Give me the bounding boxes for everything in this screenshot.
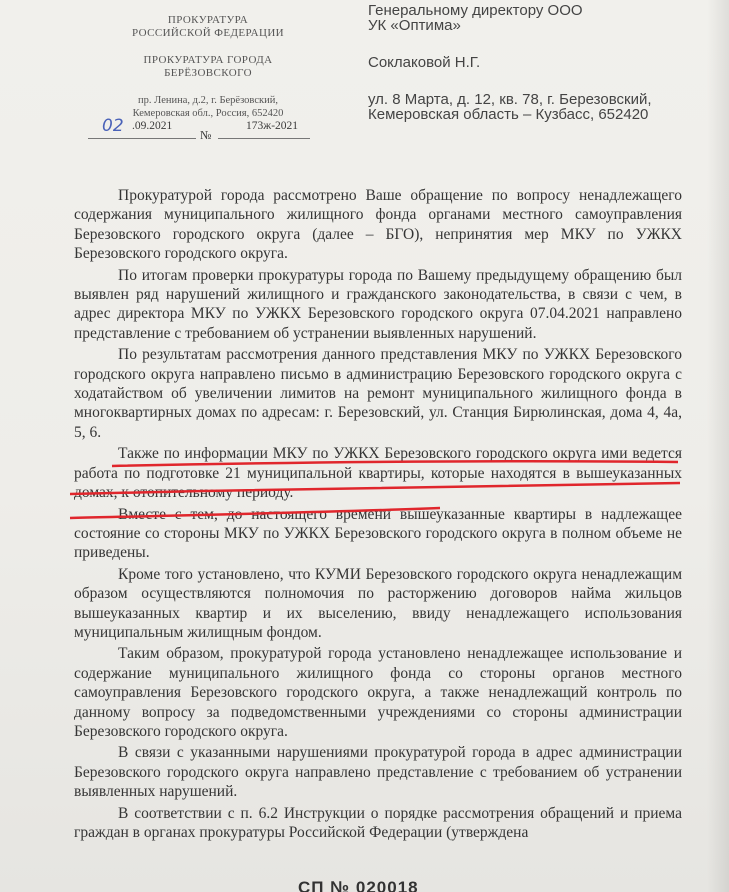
org-name-federal: ПРОКУРАТУРА РОССИЙСКОЙ ФЕДЕРАЦИИ (131, 14, 285, 39)
date-underline (88, 138, 196, 139)
document-number: 173ж-2021 (246, 120, 299, 132)
paragraph-9: В соответствии с п. 6.2 Инструкции о порядке рассмотрения обращений и приема граждан в органах прокуратуры Российской Федерации (утверждена (74, 804, 682, 841)
form-serial-number: СП № 020018 (298, 878, 419, 892)
paragraph-4-highlighted: Также по информации МКУ по УЖКХ Березовского городского округа ими ведется работа по подготовке 21 муниципальной квартиры, которые находятся в вышеуказанных домах, к отопительному периоду. (74, 445, 682, 502)
number-underline (218, 138, 310, 139)
addressee-address-2: Кемеровская область – Кузбасс, 652420 (368, 106, 649, 123)
sender-address: пр. Ленина, д.2, г. Берёзовский, Кемеровская обл., Россия, 652420 (132, 95, 284, 119)
addressee-address-1: ул. 8 Марта, д. 12, кв. 78, г. Березовский, (368, 91, 652, 108)
org-name-city: ПРОКУРАТУРА ГОРОДА БЕРЁЗОВСКОГО (143, 54, 273, 79)
addressee-block (368, 0, 708, 122)
paragraph-7: Таким образом, прокуратурой города установлено ненадлежащее использование и содержание муниципального жилищного фонда со стороны органов местного самоуправления Березовского городского округа, а также ненадлежащий контроль по данному вопросу за подведомственными учреждениями со стороны администрации Березовского городского округа. (74, 645, 682, 740)
letter-body (74, 186, 682, 844)
number-sign: № (200, 128, 212, 142)
sender-header (88, 14, 328, 120)
handwritten-day: 02 (102, 116, 124, 136)
date-printed: .09.2021 (132, 120, 173, 132)
paragraph-3: По результатам рассмотрения данного представления МКУ по УЖКХ Березовского городского округа направлено письмо в администрацию Березовского городского округа с ходатайством об увеличении лимитов на ремонт муниципального жилищного фонда в многоквартирных домах по адресам: г. Березовский, ул. Станция Бирюлинская, дома 4, 4а, 5, 6. (74, 346, 682, 441)
paragraph-8: В связи с указанными нарушениями прокуратурой города в адрес администрации Березовского городского округа направлено представление с требованием об устранении выявленных нарушений. (74, 744, 682, 801)
page-edge-shadow (707, 0, 729, 892)
addressee-title-1: Генеральному директору ООО (368, 2, 583, 19)
addressee-name: Соклаковой Н.Г. (368, 54, 481, 71)
paragraph-6: Кроме того установлено, что КУМИ Березовского городского округа ненадлежащим образом осуществляются полномочия по расторжению договоров найма жильцов вышеуказанных квартир и их выселению, ввиду ненадлежащего использования муниципальным жилищным фондом. (74, 565, 682, 641)
addressee-title-2: УК «Оптима» (368, 17, 461, 34)
paragraph-2: По итогам проверки прокуратуры города по Вашему предыдущему обращению был выявлен ряд нарушений жилищного и гражданского законодательства, в связи с чем, в адрес директора МКУ по УЖКХ Березовского городского округа 07.04.2021 направлено представление с требованием об устранении выявленных нарушений. (74, 266, 682, 342)
paragraph-5: Вместе с тем, до настоящего времени вышеуказанные квартиры в надлежащее состояние со стороны МКУ по УЖКХ Березовского городского округа в полном объеме не приведены. (74, 505, 682, 562)
date-number-row (88, 116, 328, 146)
paragraph-1: Прокуратурой города рассмотрено Ваше обращение по вопросу ненадлежащего содержания муниципального жилищного фонда органами местного самоуправления Березовского городского округа (далее – БГО), непринятия мер МКУ по УЖКХ Березовского городского округа. (74, 187, 682, 263)
